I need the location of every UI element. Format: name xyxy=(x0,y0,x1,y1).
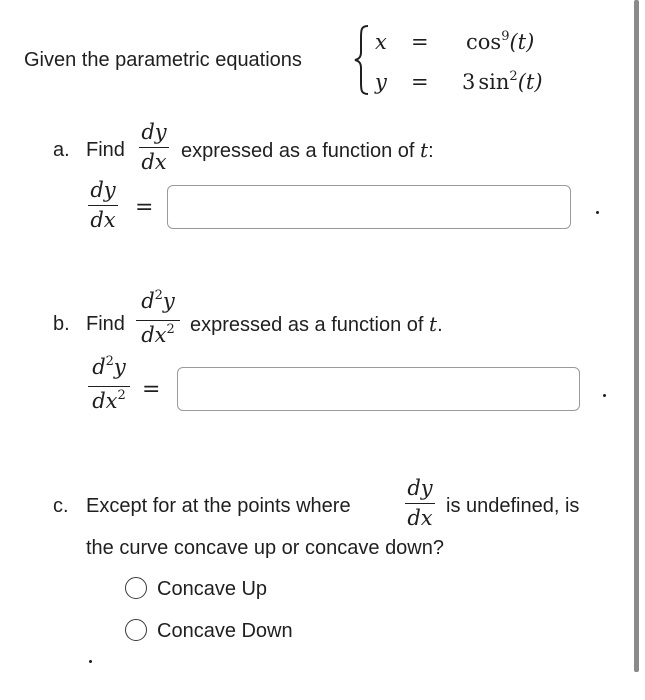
part-a-punct: : xyxy=(428,140,434,162)
part-c-frac-num: dy xyxy=(407,476,433,500)
part-b-num-base: d xyxy=(141,289,155,313)
part-c-fraction xyxy=(405,476,435,530)
concave-down-radio[interactable] xyxy=(125,619,147,641)
part-c-text-before: Except for at the points where xyxy=(86,495,351,517)
part-b-equals: = xyxy=(142,377,161,402)
y-expr-power: 2 xyxy=(509,69,518,84)
part-a-prompt-text: expressed as a function of xyxy=(181,140,415,162)
x-expr-power: 9 xyxy=(501,29,510,44)
x-variable: x xyxy=(375,30,387,54)
part-b-num-pow: 2 xyxy=(154,288,163,303)
part-a-fraction xyxy=(139,120,169,174)
scrollbar[interactable] xyxy=(634,0,639,672)
part-b-answer-den-base: dx xyxy=(92,389,118,414)
part-b-den-pow: 2 xyxy=(166,322,175,338)
part-b-fraction xyxy=(136,289,180,351)
part-a-frac-den: dx xyxy=(141,150,167,175)
part-a-var: t xyxy=(420,138,429,162)
part-b-answer-num-var: y xyxy=(113,355,126,379)
x-expression xyxy=(466,30,534,58)
part-b-den-base: dx xyxy=(141,323,167,348)
x-expr-arg: (t) xyxy=(509,30,535,54)
concave-down-label[interactable]: Concave Down xyxy=(157,620,293,642)
y-expression xyxy=(462,70,543,98)
part-b-find: Find xyxy=(86,313,125,335)
part-c-text-after: is undefined, is xyxy=(446,495,580,517)
x-equals: = xyxy=(411,30,429,54)
part-a-prompt xyxy=(181,138,434,163)
part-a-answer-input[interactable] xyxy=(167,185,571,229)
part-b-answer-num-pow: 2 xyxy=(105,354,114,369)
part-a-period xyxy=(596,211,599,214)
part-b-prompt xyxy=(190,312,443,337)
part-c-frac-den: dx xyxy=(407,506,433,531)
part-b-punct: . xyxy=(437,314,443,336)
part-a-find: Find xyxy=(86,139,125,161)
y-expr-coef: 3 xyxy=(462,70,476,94)
part-b-prompt-text: expressed as a function of xyxy=(190,314,424,336)
part-b-var: t xyxy=(429,312,438,336)
concave-up-label[interactable]: Concave Up xyxy=(157,578,268,600)
part-a-answer-den: dx xyxy=(90,208,116,233)
part-b-answer-fraction xyxy=(88,355,130,417)
part-a-frac-num: dy xyxy=(141,120,167,144)
part-b-answer-den xyxy=(92,389,126,417)
part-b-label: b. xyxy=(53,313,70,335)
part-b-answer-den-pow: 2 xyxy=(117,388,126,404)
part-b-frac-den xyxy=(141,323,175,351)
y-variable: y xyxy=(375,70,387,94)
part-b-period xyxy=(603,394,606,397)
part-a-answer-num: dy xyxy=(90,178,116,202)
part-a-label: a. xyxy=(53,139,70,161)
y-equals: = xyxy=(411,70,429,94)
part-b-answer-input[interactable] xyxy=(177,367,580,411)
intro-text: Given the parametric equations xyxy=(24,49,302,71)
part-c-question-line2: the curve concave up or concave down? xyxy=(86,537,444,559)
part-b-num-var: y xyxy=(162,289,175,313)
part-c-label: c. xyxy=(53,495,69,517)
left-brace-icon xyxy=(352,24,372,96)
part-a-equals: = xyxy=(135,195,154,220)
x-expr-func: cos xyxy=(466,30,502,54)
part-b-answer-num xyxy=(92,355,126,383)
trailing-period xyxy=(89,660,92,663)
part-a-answer-fraction xyxy=(88,178,118,232)
part-b-frac-num xyxy=(141,289,175,317)
y-expr-func: sin xyxy=(478,70,510,94)
concave-up-radio[interactable] xyxy=(125,577,147,599)
y-expr-arg: (t) xyxy=(517,70,543,94)
part-b-answer-num-base: d xyxy=(92,355,106,379)
